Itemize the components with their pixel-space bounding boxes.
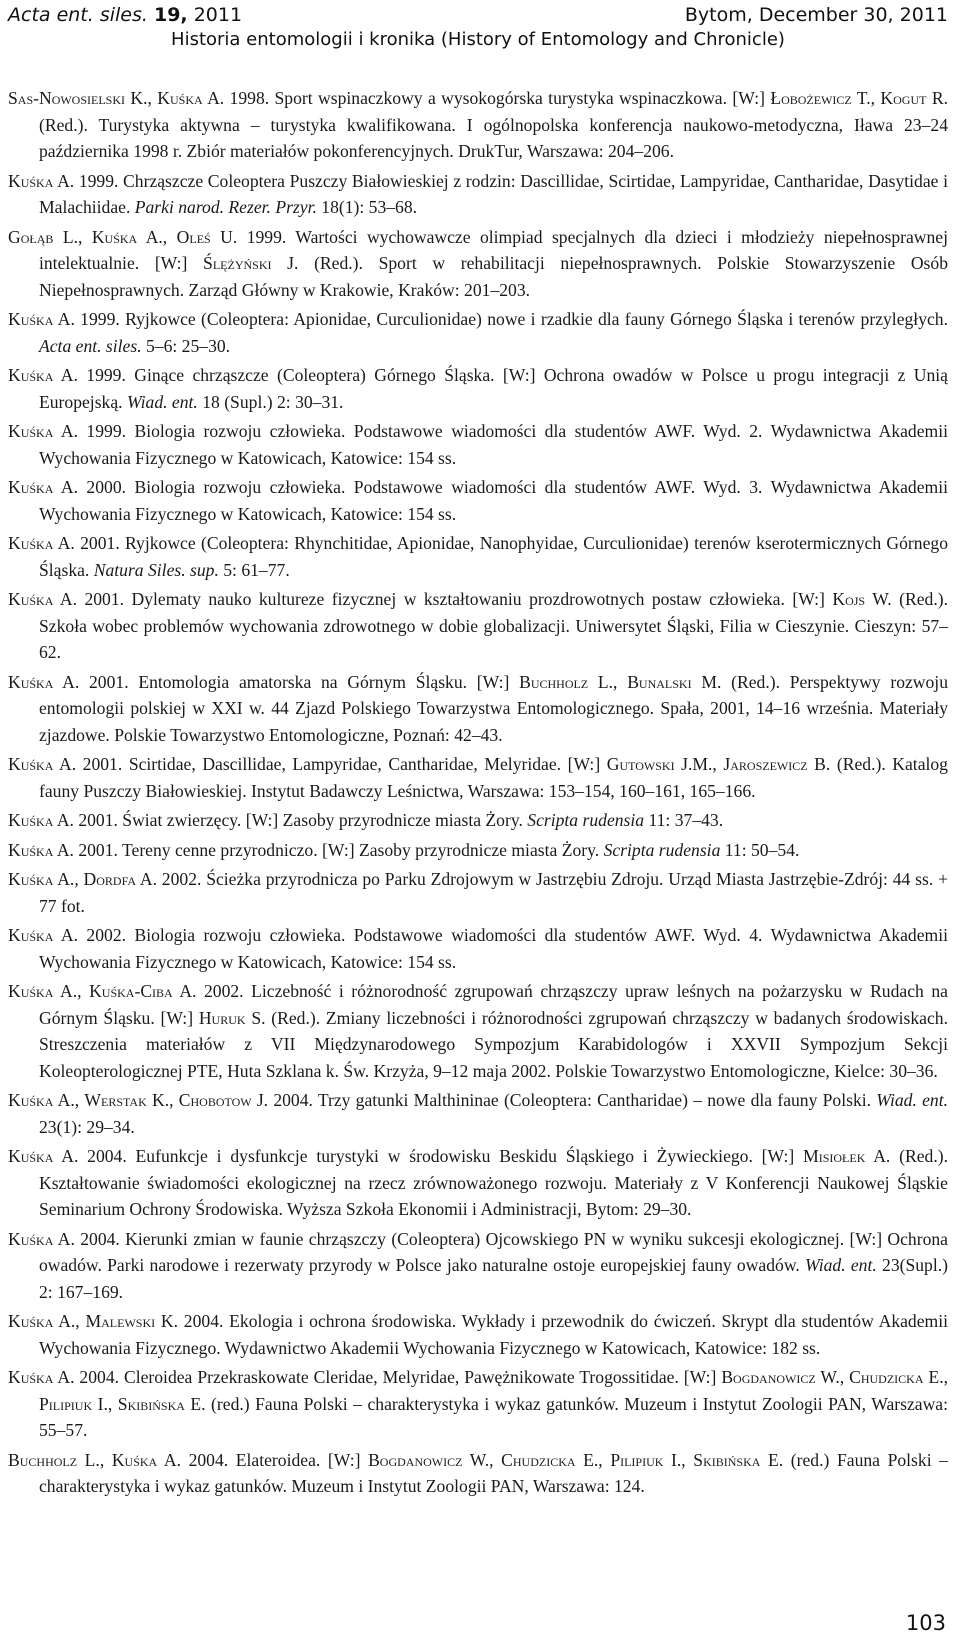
reference-text: I.,	[92, 1393, 118, 1414]
reference-text: W.,	[462, 1449, 502, 1470]
author-name: Kuśka	[8, 839, 54, 860]
reference-entry	[8, 1087, 948, 1140]
reference-text: 23(1): 29–34.	[39, 1116, 135, 1137]
author-name: Bunalski	[627, 671, 692, 692]
running-header	[8, 2, 948, 52]
author-name: Kuśka	[8, 170, 54, 191]
reference-text: J. 2004. Trzy gatunki Malthininae (Coleoptera: Cantharidae) – nowe dla fauny Polski.	[251, 1090, 877, 1110]
reference-text: A.,	[137, 226, 177, 247]
author-name: Kuśka	[8, 869, 54, 889]
author-name: Kuśka	[8, 981, 54, 1001]
journal-title: Parki narod. Rezer. Przyr.	[134, 197, 317, 217]
reference-entry	[8, 837, 948, 864]
reference-text: A. (Red.). Kształtowanie świadomości ekologicznej na rzecz zrównoważonego rozwoju. Materiały z V Konferencji Naukowej Śląskie Seminarium Ochrony Środowiska. Wyższa Szkoła Ekonomii i Administracji, Bytom: 29–30.	[39, 1146, 948, 1219]
reference-text: E.,	[923, 1367, 948, 1387]
author-name: Kuśka	[157, 88, 203, 108]
author-name: Kuśka	[8, 1090, 54, 1110]
reference-entry	[8, 1364, 948, 1444]
author-name: Kuśka	[8, 754, 54, 774]
author-name: Gutowski	[606, 754, 675, 774]
reference-entry	[8, 586, 948, 666]
reference-entry	[8, 85, 948, 165]
author-name: Kuśka	[8, 1228, 54, 1249]
reference-text: K. 2004. Ekologia i ochrona środowiska. Wykłady i przewodnik do ćwiczeń. Skrypt dla studentów Akademii Wychowania Fizycznego. Wydawnictwo Akademii Wychowania Fizycznego w Katowicach, Katowice: 182 ss.	[39, 1311, 948, 1358]
author-name: Chudzicka	[501, 1449, 576, 1470]
reference-text: K.,	[125, 88, 158, 108]
reference-text: A. 1999. Ryjkowce (Coleoptera: Apionidae, Curculionidae) nowe i rzadkie dla fauny Górnego Śląska i terenów przyległych.	[53, 309, 948, 329]
reference-text: W. (Red.). Szkoła wobec problemów wychowania zdrowotnego w dobie globalizacji. Uniwersytet Śląski, Filia w Cieszynie. Cieszyn: 57–62.	[39, 589, 948, 662]
reference-text: T.,	[851, 88, 881, 108]
author-name: Skibińska	[117, 1393, 185, 1414]
reference-entry	[8, 1226, 948, 1306]
reference-text: 5–6: 25–30.	[141, 335, 231, 356]
reference-text: A. 2004. Kierunki zmian w faunie chrząszczy (Coleoptera) Ojcowskiego PN w wyniku sukcesji ekologicznej. [W:] Ochrona owadów. Parki narodowe i rezerwaty przyrody w Polsce jako naturalne ostoje europejskiej fauny owadów.	[39, 1228, 948, 1275]
reference-text: A.,	[53, 1090, 85, 1110]
reference-text: A. 2001. Scirtidae, Dascillidae, Lampyridae, Cantharidae, Melyridae. [W:]	[53, 754, 607, 774]
author-name: Skibińska	[693, 1449, 761, 1470]
reference-text: I.,	[663, 1449, 694, 1470]
reference-entry	[8, 807, 948, 834]
author-name: Chudzicka	[849, 1367, 924, 1387]
reference-entry	[8, 224, 948, 304]
reference-text: W.,	[815, 1367, 850, 1387]
reference-entry	[8, 751, 948, 804]
author-name: Malewski	[85, 1311, 156, 1331]
reference-list	[8, 85, 948, 1503]
reference-text: A. 2001. Ryjkowce (Coleoptera: Rhynchitidae, Apionidae, Nanophyidae, Curculionidae) terenów kserotermicznych Górnego Śląska.	[39, 533, 948, 580]
journal-abbreviation: Acta ent. siles.	[8, 4, 148, 26]
reference-entry	[8, 306, 948, 359]
place-date: Bytom, December 30, 2011	[684, 4, 948, 26]
reference-text: M. (Red.). Perspektywy rozwoju entomologii polskiej w XXI w. 44 Zjazd Polskiego Towarzystwa Entomologicznego. Spała, 2001, 14–16 września. Materiały zjazdowe. Polskie Towarzystwo Entomologiczne, Poznań: 42–43.	[39, 671, 948, 745]
journal-title: Natura Siles. sup.	[93, 559, 219, 580]
journal-title: Acta ent. siles.	[39, 335, 142, 356]
reference-text: A. 1999. Chrząszcze Coleoptera Puszczy Białowieskiej z rodzin: Dascillidae, Scirtidae, Lampyridae, Cantharidae, Dasytidae i Malachiidae.	[39, 170, 948, 217]
reference-text: E. (red.) Fauna Polski – charakterystyka i wykaz gatunków. Muzeum i Instytut Zoologii PAN, Warszawa: 55–57.	[39, 1393, 949, 1440]
author-name: Sas-Nowosielski	[8, 88, 126, 108]
author-name: Oleś	[176, 226, 211, 247]
reference-text: 11: 50–54.	[720, 839, 800, 860]
author-name: Kuśka	[8, 421, 54, 441]
reference-text: A. 2004. Eufunkcje i dysfunkcje turystyki w środowisku Beskidu Śląskiego i Żywieckiego. [W:]	[53, 1146, 804, 1166]
reference-text: A. 2001. Entomologia amatorska na Górnym Śląsku. [W:]	[53, 671, 520, 692]
reference-text: 18 (Supl.) 2: 30–31.	[197, 391, 344, 412]
reference-text: A. 1999. Biologia rozwoju człowieka. Podstawowe wiadomości dla studentów AWF. Wyd. 2. Wydawnictwa Akademii Wychowania Fizycznego w Katowicach, Katowice: 154 ss.	[39, 421, 948, 468]
journal-year: 2011	[193, 4, 243, 26]
author-name: Kuśka	[8, 309, 54, 329]
reference-text: J.M.,	[674, 754, 724, 774]
reference-entry	[8, 168, 948, 221]
author-name: Buchholz	[8, 1449, 78, 1470]
reference-entry	[8, 1308, 948, 1361]
reference-text: A. 1999. Ginące chrząszcze (Coleoptera) Górnego Śląska. [W:] Ochrona owadów w Polsce u progu integracji z Unią Europejską.	[39, 365, 948, 412]
reference-text: A.,	[53, 981, 90, 1001]
author-name: Pilipiuk	[610, 1449, 664, 1470]
author-name: Kuśka	[8, 810, 54, 830]
reference-text: A. 2000. Biologia rozwoju człowieka. Podstawowe wiadomości dla studentów AWF. Wyd. 3. Wydawnictwa Akademii Wychowania Fizycznego w Katowicach, Katowice: 154 ss.	[39, 477, 948, 524]
reference-text: J. (Red.). Sport w rehabilitacji niepełnosprawnych. Polskie Stowarzyszenie Osób Niepełnosprawnych. Zarząd Główny w Krakowie, Kraków: 201–203.	[39, 253, 948, 300]
reference-text: 23(Supl.) 2: 167–169.	[39, 1255, 948, 1302]
author-name: Werstak	[84, 1090, 147, 1110]
reference-text: L.,	[588, 671, 628, 692]
reference-entry	[8, 978, 948, 1084]
reference-entry	[8, 922, 948, 975]
reference-text: S. (Red.). Zmiany liczebności i różnorodności zgrupowań chrząszczy w badanych środowiskach. Streszczenia materiałów z VII Międzynarodowego Sympozjum Karabidologów i XXVII Sympozjum Sekcji Koleopterologicznej PTE, Huta Szklana k. Św. Krzyża, 9–12 maja 2002. Polskie Towarzystwo Entomologiczne, Kielce: 30–36.	[39, 1007, 949, 1081]
author-name: Misiołek	[803, 1146, 866, 1166]
author-name: Chobotow	[178, 1090, 252, 1110]
reference-entry	[8, 669, 948, 749]
author-name: Kuśka	[8, 671, 54, 692]
author-name: Kuśka-Ciba	[89, 981, 173, 1001]
author-name: Kuśka	[91, 226, 138, 247]
reference-text: 11: 37–43.	[644, 810, 724, 830]
author-name: Kuśka	[8, 1146, 54, 1166]
reference-entry	[8, 1143, 948, 1223]
reference-entry	[8, 866, 948, 919]
author-name: Gołąb	[8, 226, 54, 247]
author-name: Ślężyński	[203, 253, 272, 273]
reference-text: A. 2004. Cleroidea Przekraskowate Cleridae, Melyridae, Pawężnikowate Trogossitidae. [W:]	[53, 1367, 722, 1387]
journal-title: Wiad. ent.	[805, 1255, 877, 1275]
reference-text: A. 1998. Sport wspinaczkowy a wysokogórska turystyka wspinaczkowa. [W:]	[202, 88, 771, 108]
reference-text: A.,	[53, 869, 84, 889]
reference-text: A. 2001. Świat zwierzęcy. [W:] Zasoby przyrodnicze miasta Żory.	[53, 810, 528, 830]
page-number: 103	[905, 1611, 946, 1635]
reference-text: E.,	[575, 1449, 611, 1470]
reference-entry	[8, 474, 948, 527]
journal-citation	[8, 2, 242, 28]
reference-entry	[8, 418, 948, 471]
author-name: Kojs	[832, 589, 866, 609]
journal-volume: 19,	[153, 4, 188, 26]
reference-text: 5: 61–77.	[218, 559, 290, 580]
reference-text: B. (Red.). Katalog fauny Puszczy Białowieskiej. Instytut Badawczy Leśnictwa, Warszawa: 153–154, 160–161, 165–166.	[39, 754, 948, 801]
author-name: Dordfa	[83, 869, 137, 889]
reference-text: A. 2001. Dylematy nauko kultureze fizycznej w kształtowaniu prozdrowotnych postaw człowieka. [W:]	[53, 589, 833, 609]
reference-text: A. 2001. Tereny cenne przyrodniczo. [W:] Zasoby przyrodnicze miasta Żory.	[53, 839, 604, 860]
author-name: Kuśka	[8, 1311, 54, 1331]
reference-text: R. (Red.). Turystyka aktywna – turystyka kwalifikowana. I ogólnopolska konferencja naukowo-metodyczna, Iława 23–24 października 1998 r. Zbiór materiałów pokonferencyjnych. DrukTur, Warszawa: 204–206.	[39, 88, 948, 161]
reference-entry	[8, 362, 948, 415]
author-name: Huruk	[198, 1007, 246, 1028]
author-name: Kogut	[880, 88, 927, 108]
author-name: Bogdanowicz	[368, 1449, 463, 1470]
reference-text: L.,	[53, 226, 92, 247]
reference-text: L.,	[77, 1449, 112, 1470]
author-name: Bogdanowicz	[721, 1367, 816, 1387]
reference-entry	[8, 530, 948, 583]
author-name: Buchholz	[519, 671, 589, 692]
section-title: Historia entomologii i kronika (History of Entomology and Chronicle)	[171, 29, 785, 50]
author-name: Pilipiuk	[39, 1393, 93, 1414]
reference-entry	[8, 1447, 948, 1500]
author-name: Kuśka	[8, 533, 54, 553]
reference-text: K.,	[146, 1090, 179, 1110]
journal-title: Scripta rudensia	[603, 839, 721, 860]
author-name: Łobożewicz	[770, 88, 852, 108]
author-name: Kuśka	[111, 1449, 158, 1470]
author-name: Kuśka	[8, 925, 54, 945]
header-row	[8, 2, 948, 28]
reference-text: A.,	[53, 1311, 86, 1331]
reference-text: U. 1999. Wartości wychowawcze olimpiad specjalnych dla dzieci i młodzieży niepełnosprawnej intelektualnie. [W:]	[39, 226, 949, 273]
reference-text: E. (red.) Fauna Polski – charakterystyka i wykaz gatunków. Muzeum i Instytut Zoologii PAN, Warszawa: 124.	[39, 1449, 948, 1496]
author-name: Kuśka	[8, 1367, 54, 1387]
journal-title: Wiad. ent.	[876, 1090, 948, 1110]
author-name: Kuśka	[8, 477, 54, 497]
author-name: Kuśka	[8, 589, 54, 609]
reference-text: A. 2002. Ścieżka przyrodnicza po Parku Zdrojowym w Jastrzębiu Zdroju. Urząd Miasta Jastrzębie-Zdrój: 44 ss. + 77 fot.	[39, 869, 948, 916]
reference-text: A. 2002. Liczebność i różnorodność zgrupowań chrząszczy upraw leśnych na pożarzysku w Rudach na Górnym Śląsku. [W:]	[39, 981, 948, 1028]
journal-title: Wiad. ent.	[126, 391, 198, 412]
reference-text: A. 2004. Elateroidea. [W:]	[157, 1449, 369, 1470]
reference-text: 18(1): 53–68.	[316, 197, 418, 217]
author-name: Kuśka	[8, 365, 54, 385]
reference-text: A. 2002. Biologia rozwoju człowieka. Podstawowe wiadomości dla studentów AWF. Wyd. 4. Wydawnictwa Akademii Wychowania Fizycznego w Katowicach, Katowice: 154 ss.	[39, 925, 948, 972]
author-name: Jaroszewicz	[723, 754, 808, 774]
journal-title: Scripta rudensia	[527, 810, 645, 830]
